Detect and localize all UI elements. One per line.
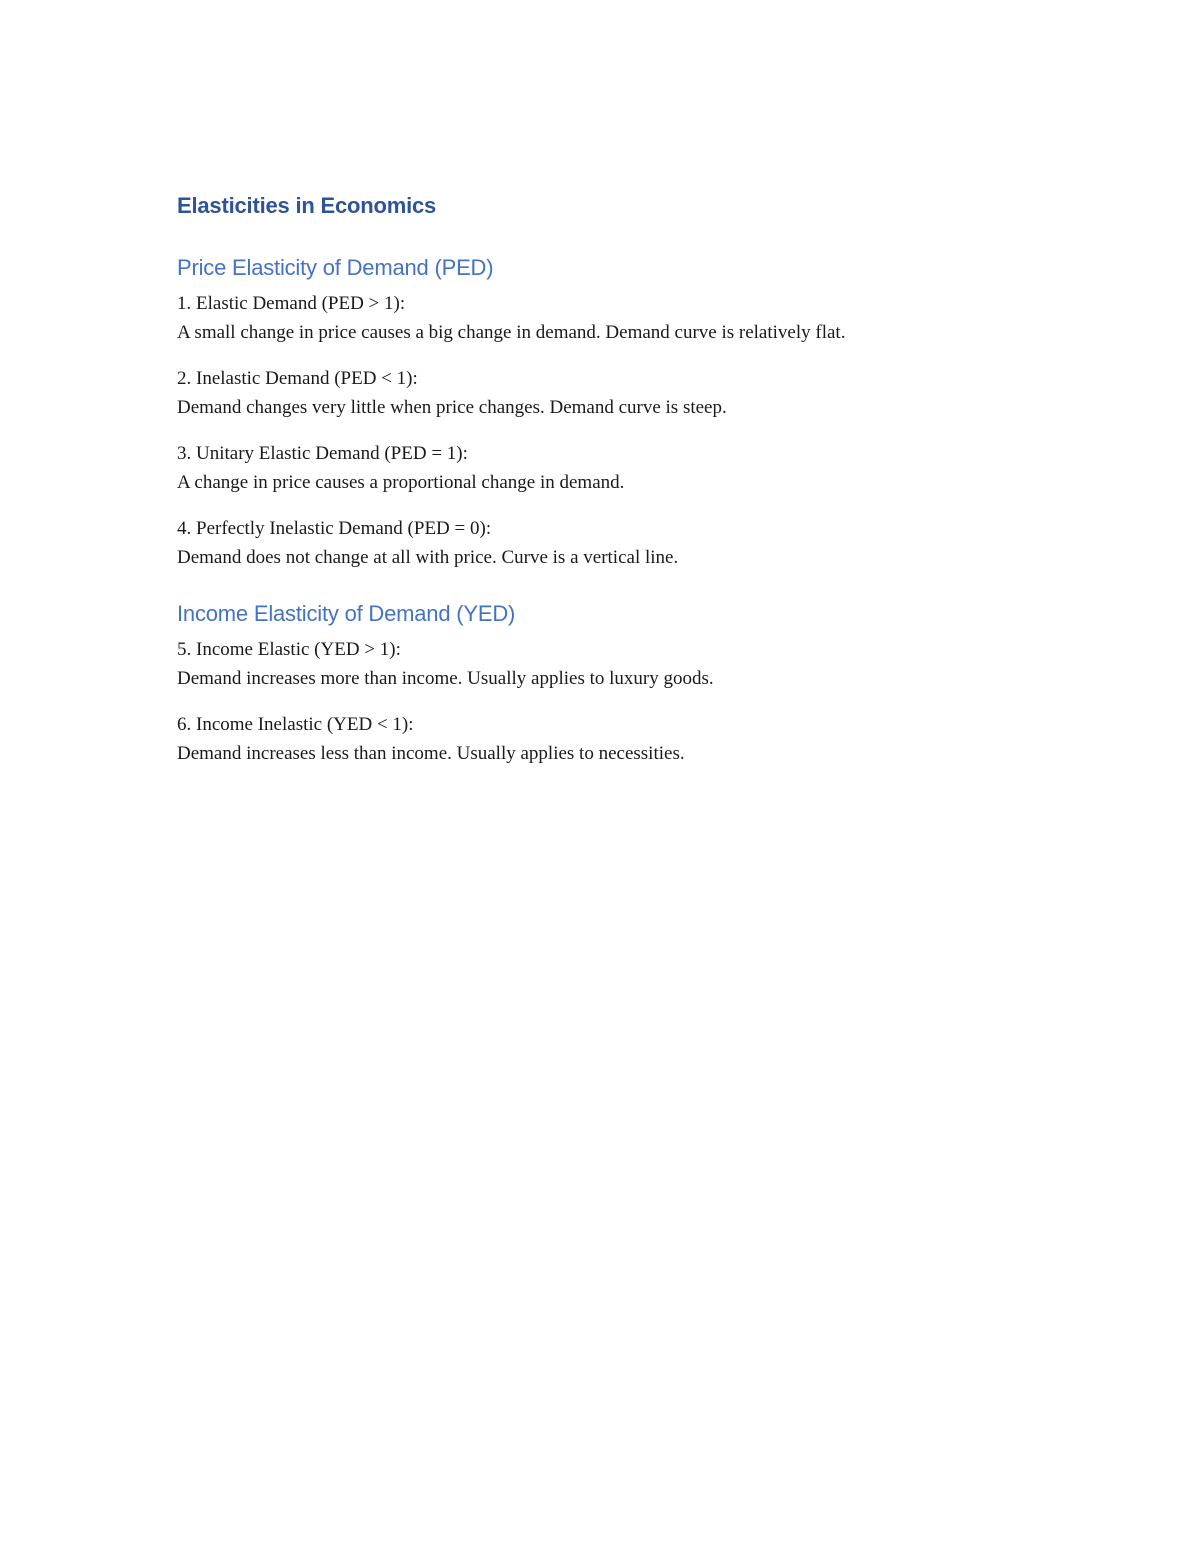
list-item: [177, 439, 1077, 497]
item-label: 6. Income Inelastic (YED < 1):: [177, 714, 414, 735]
item-description: Demand changes very little when price changes. Demand curve is steep.: [177, 397, 727, 418]
item-description: A small change in price causes a big change in demand. Demand curve is relatively flat.: [177, 322, 846, 343]
item-label: 4. Perfectly Inelastic Demand (PED = 0):: [177, 518, 492, 539]
document-title: Elasticities in Economics: [177, 193, 437, 218]
document-body: [177, 190, 1077, 768]
list-item: [177, 710, 1077, 768]
item-label: 3. Unitary Elastic Demand (PED = 1):: [177, 443, 468, 464]
item-description: Demand increases less than income. Usually applies to necessities.: [177, 743, 685, 764]
item-label: 5. Income Elastic (YED > 1):: [177, 639, 401, 660]
list-item: [177, 289, 1077, 347]
item-description: Demand does not change at all with price. Curve is a vertical line.: [177, 547, 679, 568]
section-heading-yed: Income Elasticity of Demand (YED): [177, 601, 516, 626]
list-item: [177, 635, 1077, 693]
list-item: [177, 364, 1077, 422]
list-item: [177, 514, 1077, 572]
item-label: 2. Inelastic Demand (PED < 1):: [177, 368, 418, 389]
item-label: 1. Elastic Demand (PED > 1):: [177, 293, 406, 314]
item-description: A change in price causes a proportional change in demand.: [177, 472, 625, 493]
section-heading-ped: Price Elasticity of Demand (PED): [177, 255, 494, 280]
item-description: Demand increases more than income. Usually applies to luxury goods.: [177, 668, 714, 689]
